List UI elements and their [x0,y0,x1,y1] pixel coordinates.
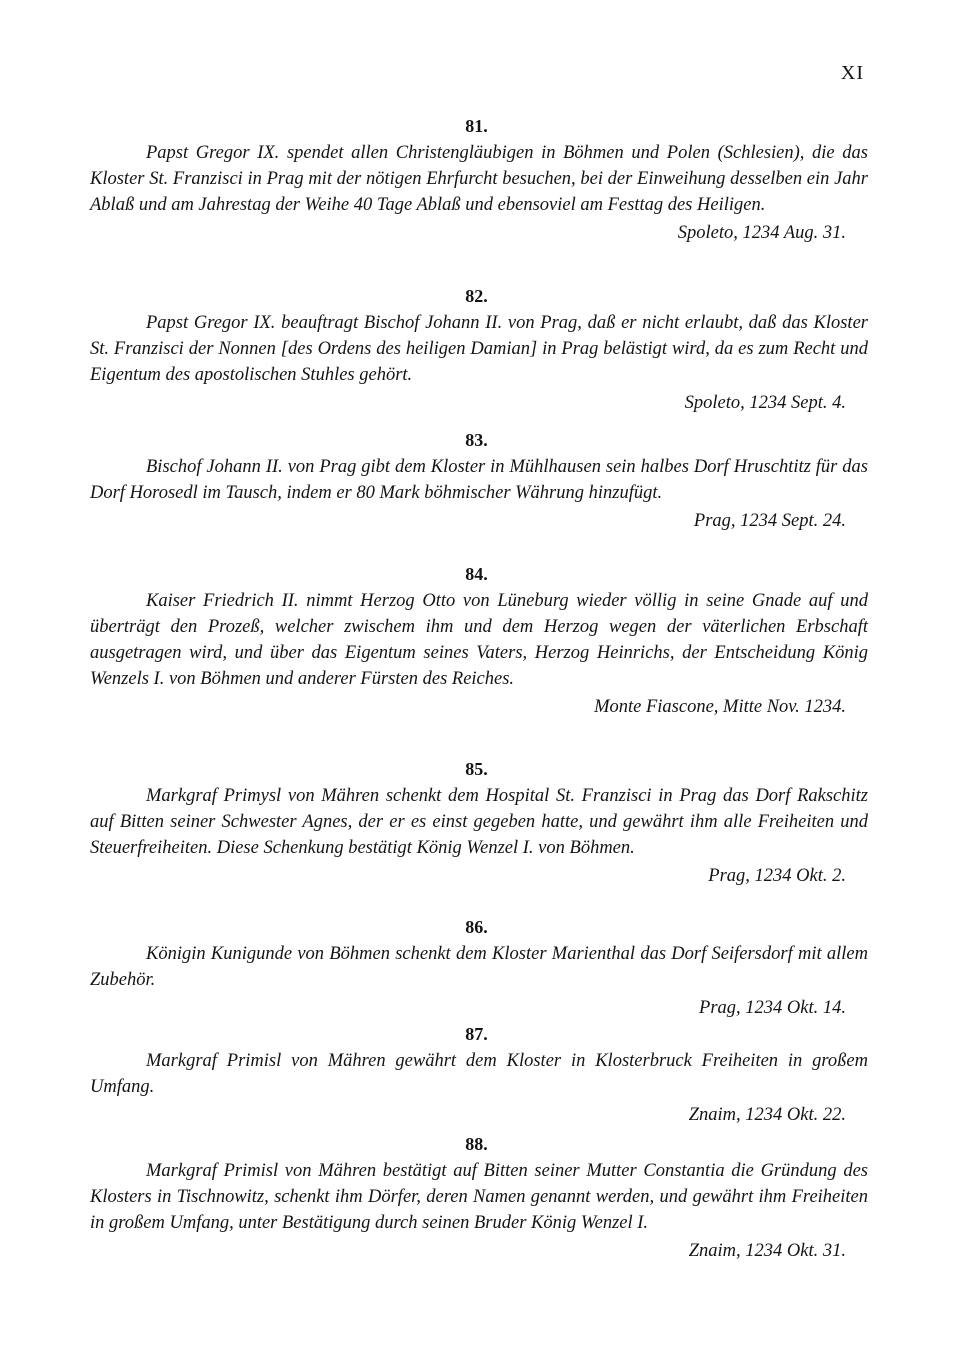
entry-place-date: Prag, 1234 Okt. 2. [708,866,846,886]
entry-text: Bischof Johann II. von Prag gibt dem Kloster in Mühlhausen sein halbes Dorf Hruschtitz für das Dorf Horosedl im Tausch, indem er 80 Mark böhmischer Währung hinzufügt. [90,457,868,503]
entry-number: 81. [465,116,488,136]
entry-text: Markgraf Primisl von Mähren gewährt dem Kloster in Klosterbruck Freiheiten in großem Umfang. [90,1051,868,1097]
entry-number: 87. [465,1024,488,1044]
entry-text: Kaiser Friedrich II. nimmt Herzog Otto von Lüneburg wieder völlig in seine Gnade auf und überträgt den Prozeß, welcher zwischem ihm und dem Herzog wegen der väterlichen Erbschaft ausgetragen wird, und über das Eigentum seines Vaters, Herzog Heinrichs, der Entscheidung König Wenzels I. von Böhmen und anderer Fürsten des Reiches. [90,591,868,689]
entry-text: Markgraf Primysl von Mähren schenkt dem Hospital St. Franzisci in Prag das Dorf Rakschitz auf Bitten seiner Schwester Agnes, der er es einst gegeben hatte, und gewährt ihm alle Freiheiten und Steuerfreiheiten. Diese Schenkung bestätigt König Wenzel I. von Böhmen. [90,786,868,858]
entry-place-date: Spoleto, 1234 Aug. 31. [677,223,846,243]
entry-85 [90,757,868,889]
entry-text: Markgraf Primisl von Mähren bestätigt auf Bitten seiner Mutter Constantia die Gründung des Klosters in Tischnowitz, schenkt ihm Dörfer, deren Namen genannt werden, und gewährt ihm Freiheiten in großem Umfang, unter Bestätigung durch seinen Bruder König Wenzel I. [90,1161,868,1233]
entry-place-date: Prag, 1234 Sept. 24. [693,511,846,531]
entry-place-date: Monte Fiascone, Mitte Nov. 1234. [594,697,846,717]
entry-81 [90,114,868,246]
entry-number: 83. [465,430,488,450]
entry-place-date: Prag, 1234 Okt. 14. [699,998,846,1018]
entry-place-date: Znaim, 1234 Okt. 31. [688,1241,846,1261]
entry-number: 82. [465,286,488,306]
entry-82 [90,284,868,416]
page-number: XI [840,62,864,84]
entry-84 [90,562,868,720]
entry-88 [90,1132,868,1264]
entry-text: Königin Kunigunde von Böhmen schenkt dem Kloster Marienthal das Dorf Seifersdorf mit allem Zubehör. [90,944,868,990]
entry-86 [90,915,868,1021]
entry-place-date: Znaim, 1234 Okt. 22. [688,1105,846,1125]
entry-number: 86. [465,917,488,937]
entry-text: Papst Gregor IX. beauftragt Bischof Johann II. von Prag, daß er nicht erlaubt, daß das Kloster St. Franzisci der Nonnen [des Ordens des heiligen Damian] in Prag belästigt wird, da es zum Recht und Eigentum des apostolischen Stuhles gehört. [90,313,868,385]
entry-87 [90,1022,868,1128]
entry-number: 88. [465,1134,488,1154]
entry-number: 85. [465,759,488,779]
entry-83 [90,428,868,534]
entry-number: 84. [465,564,488,584]
entry-place-date: Spoleto, 1234 Sept. 4. [684,393,846,413]
entry-text: Papst Gregor IX. spendet allen Christengläubigen in Böhmen und Polen (Schlesien), die das Kloster St. Franzisci in Prag mit der nötigen Ehrfurcht besuchen, bei der Einweihung desselben ein Jahr Ablaß und am Jahrestag der Weihe 40 Tage Ablaß und ebensoviel am Festtag des Heiligen. [90,143,868,215]
